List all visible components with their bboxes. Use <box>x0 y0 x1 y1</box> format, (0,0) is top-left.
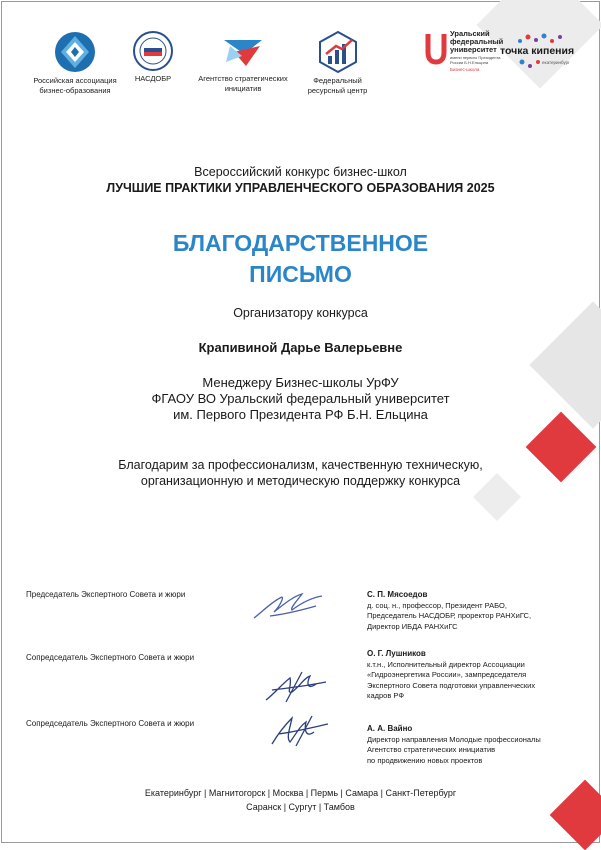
signatory-role-2: Сопредседатель Экспертного Совета и жюри <box>26 653 195 662</box>
signatory-2-line4: кадров РФ <box>367 691 405 700</box>
contest-title: ЛУЧШИЕ ПРАКТИКИ УПРАВЛЕНЧЕСКОГО ОБРАЗОВАНИЯ 2025 <box>106 181 495 195</box>
thanks-line2: организационную и методическую поддержку конкурса <box>140 474 461 488</box>
thanks-text <box>0 457 601 489</box>
urfu-small-line1: имени первого Президента <box>450 55 501 60</box>
letter-heading <box>0 228 601 290</box>
cities-line2: Саранск | Сургут | Тамбов <box>246 802 355 812</box>
handwritten-signature-1 <box>250 588 330 624</box>
asi-name-line1: Агентство стратегических <box>198 74 288 83</box>
urfu-school-label: Бизнес-школа <box>450 67 480 72</box>
urfu-name-line3: университет <box>450 45 497 54</box>
thanks-line1: Благодарим за профессионализм, качественную техническую, <box>118 458 483 472</box>
frc-logo <box>290 30 385 96</box>
asi-name-line2: инициатив <box>224 84 262 93</box>
letter-heading-line2: ПИСЬМО <box>249 261 352 287</box>
rabo-logo <box>20 30 130 96</box>
signatory-name-2: О. Г. Лушников <box>367 649 426 658</box>
signatory-3-line3: по продвижению новых проектов <box>367 755 483 765</box>
signatory-details-2 <box>367 649 587 702</box>
signatory-1-line3: Директор ИБДА РАНХиГС <box>367 621 458 631</box>
tochka-city: екатеринбург <box>542 60 570 65</box>
handwritten-signature-3 <box>266 714 336 750</box>
signatory-role-1: Председатель Экспертного Совета и жюри <box>26 590 186 599</box>
signatory-details-1 <box>367 590 587 632</box>
signatory-2-line3: Экспертного Совета подготовки управленческих <box>367 680 536 690</box>
rabo-name-line1: Российская ассоциация <box>33 76 117 85</box>
urfu-small-line2: России Б.Н.Ельцина <box>450 60 489 65</box>
position-line2: ФГАОУ ВО Уральский федеральный университет <box>151 391 450 406</box>
urfu-name-line1: Уральский <box>450 29 490 38</box>
frc-name-line2: ресурсный центр <box>307 86 368 95</box>
signatory-name-3: А. А. Вайно <box>367 724 413 733</box>
frc-emblem-icon <box>316 30 360 74</box>
tochka-name: точка кипения <box>500 45 575 57</box>
asi-logo <box>188 32 298 94</box>
signatory-2-line1: к.т.н., Исполнительный директор Ассоциации <box>367 659 525 669</box>
cities-list <box>0 786 601 814</box>
signatory-3-line1: Директор направления Молодые профессионалы <box>367 734 541 744</box>
rabo-emblem-icon <box>53 30 97 74</box>
recipient-position <box>0 375 601 423</box>
signatory-name-1: С. П. Мясоедов <box>367 590 428 599</box>
signatory-2-line2: «Гидроэнергетика России», зампредседателя <box>367 670 527 679</box>
cities-line1: Екатеринбург | Магнитогорск | Москва | Пермь | Самара | Санкт-Петербург <box>144 788 457 798</box>
position-line3: им. Первого Президента РФ Б.Н. Ельцина <box>173 407 428 422</box>
recipient-name: Крапивиной Дарье Валерьевне <box>198 340 403 355</box>
recipient-role: Организатору конкурса <box>233 306 368 320</box>
tochka-dots-icon <box>514 32 574 46</box>
signatory-3-line2: Агентство стратегических инициатив <box>367 745 496 754</box>
nasdobr-seal-icon <box>132 30 174 72</box>
urfu-u-icon <box>425 32 447 66</box>
tochka-logo <box>496 32 586 72</box>
position-line1: Менеджеру Бизнес-школы УрФУ <box>202 375 399 390</box>
urfu-name-line2: федеральный <box>450 37 504 46</box>
frc-name-line1: Федеральный <box>313 76 362 85</box>
urfu-logo <box>425 30 505 80</box>
nasdobr-logo <box>128 30 178 84</box>
contest-subtitle: Всероссийский конкурс бизнес-школ <box>194 165 407 179</box>
signatory-role-3: Сопредседатель Экспертного Совета и жюри <box>26 719 195 728</box>
signatory-1-line1: д. соц. н., профессор, Президент РАБО, <box>367 600 507 610</box>
rabo-name-line2: бизнес-образования <box>39 86 111 95</box>
signatory-1-line2: Председатель НАСДОБР, проректор РАНХиГС, <box>367 611 532 620</box>
letter-heading-line1: БЛАГОДАРСТВЕННОЕ <box>172 230 429 256</box>
signatory-details-3 <box>367 724 587 766</box>
asi-emblem-icon <box>220 32 266 72</box>
handwritten-signature-2 <box>262 668 332 708</box>
nasdobr-name: НАСДОБР <box>134 74 172 83</box>
